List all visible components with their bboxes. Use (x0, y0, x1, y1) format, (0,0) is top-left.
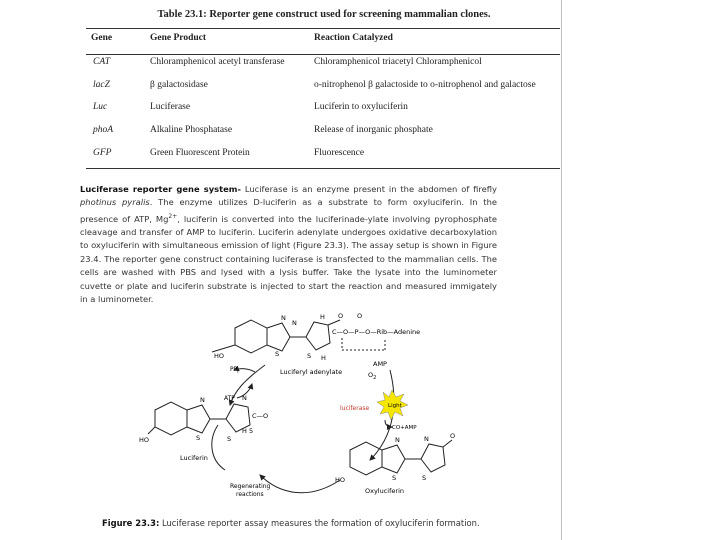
paragraph-text: , luciferin is converted into the luciferinade-ylate involving pyrophosphate cleavage and transfer of AMP to luciferin. Luciferin adenylate undergoes oxidative decarboxylation to oxyluciferin with simultaneous emission of light (Figure 23.3). The assay setup is shown in Figure 23.4. The reporter gene construct containing luciferase is transfected to the mammalian cells. The cells are washed with PBS and lysed with a lysis buffer. Take the lysate into the luminometer cuvette or plate and luciferin substrate is injected to start the reaction and measured immigately in a luminometer. (80, 213, 497, 305)
cycle-arrow (260, 475, 340, 493)
page-border (561, 0, 562, 540)
luciferase-enzyme-label: luciferase (340, 405, 370, 412)
n-label: N (200, 396, 205, 404)
h-label: H (321, 354, 326, 362)
figure-caption-text: Luciferase reporter assay measures the formation of oxyluciferin formation. (159, 518, 480, 528)
co2-text: CO (392, 425, 401, 431)
table-header-rule (86, 54, 560, 55)
table-row-reaction: Chloramphenicol triacetyl Chloramphenicol (314, 57, 482, 67)
cycle-arrow (212, 425, 225, 470)
n-label: N (242, 394, 247, 402)
o-label: O (450, 432, 456, 440)
o2-label (368, 371, 376, 381)
s-label: S (196, 434, 201, 442)
o2-text: O (368, 371, 374, 379)
luciferase-paragraph (80, 183, 497, 306)
oxyluciferin-label: Oxyluciferin (365, 487, 404, 495)
ho-label: HO (214, 352, 225, 360)
oxyluciferin-structure (350, 440, 452, 475)
co2-rest: +AMP (400, 425, 417, 431)
table-row-gene: CAT (93, 57, 111, 67)
s-label: S (275, 350, 280, 358)
table-top-rule (86, 28, 560, 29)
luciferin-label: Luciferin (180, 454, 208, 462)
table-header-gene: Gene (91, 33, 113, 43)
regen-label-line1: Regenerating (230, 483, 271, 490)
table-row-product: Chloramphenicol acetyl transferase (150, 57, 285, 67)
ppi-label (230, 366, 239, 375)
phosphate-chain: C—O—P—O—Rib—Adenine (332, 328, 421, 336)
ppi-subscript: i (237, 370, 239, 375)
n-label: N (281, 314, 286, 322)
table-row-product: Green Fluorescent Protein (150, 148, 250, 158)
h5-label: H 5 (242, 427, 254, 435)
paragraph-text: Luciferase is an enzyme present in the abdomen of firefly (240, 184, 497, 194)
h-label: H (320, 313, 325, 321)
table-row-gene: Luc (93, 102, 108, 112)
table-row-reaction: o-nitrophenol β galactoside to o-nitrophenol and galactose (314, 80, 536, 90)
table-row-reaction: Luciferin to oxyluciferin (314, 102, 408, 112)
paragraph-text: . The enzyme utilizes D-luciferin as a substrate to form oxyluciferin. In the presence of ATP, Mg (80, 197, 498, 224)
s-label: S (392, 474, 397, 482)
luciferase-reaction-diagram (130, 310, 460, 510)
luciferyl-adenylate-structure (212, 320, 340, 353)
table-header-reaction: Reaction Catalyzed (314, 33, 393, 43)
s-label: S (227, 435, 232, 443)
luciferin-structure (148, 402, 250, 435)
o2-subscript: 2 (373, 375, 377, 381)
table-row-product: Luciferase (150, 102, 191, 112)
figure-caption-label: Figure 23.3: (102, 518, 160, 528)
n-label: N (395, 436, 400, 444)
o-minus-label: O (357, 311, 363, 320)
table-bottom-rule (86, 168, 560, 169)
ho-label: HO (335, 476, 346, 484)
figure-caption (102, 518, 480, 528)
regen-label-line2: reactions (236, 491, 264, 498)
species-name: photinus pyralis (80, 197, 150, 208)
n-label: N (292, 319, 297, 327)
table-caption: Table 23.1: Reporter gene construct used for screening mammalian clones. (157, 9, 491, 20)
o-label: O (338, 312, 344, 320)
table-row-gene: lacZ (93, 80, 110, 90)
table-row-product: Alkaline Phosphatase (150, 125, 233, 135)
amp-label: AMP (373, 360, 387, 368)
carboxyl-label: C—O (252, 412, 269, 420)
table-row-gene: phoA (93, 125, 114, 135)
ho-label: HO (139, 436, 150, 444)
paragraph-heading: Luciferase reporter gene system- (80, 184, 241, 194)
s-label: S (307, 352, 312, 360)
table-row-gene: GFP (93, 148, 112, 158)
table-row-product: β galactosidase (150, 80, 208, 90)
ion-charge: 2+ (168, 212, 178, 220)
table-row-reaction: Fluorescence (314, 148, 365, 158)
s-label: S (422, 474, 427, 482)
table-header-product: Gene Product (150, 33, 207, 43)
adenylate-label: Luciferyl adenylate (280, 368, 343, 376)
table-row-reaction: Release of inorganic phosphate (314, 125, 433, 135)
light-label: Light (388, 403, 402, 409)
co2-label (392, 425, 417, 431)
atp-label: ATP (224, 395, 235, 402)
n-label: N (424, 435, 429, 443)
ppi-text: PP (230, 366, 238, 373)
